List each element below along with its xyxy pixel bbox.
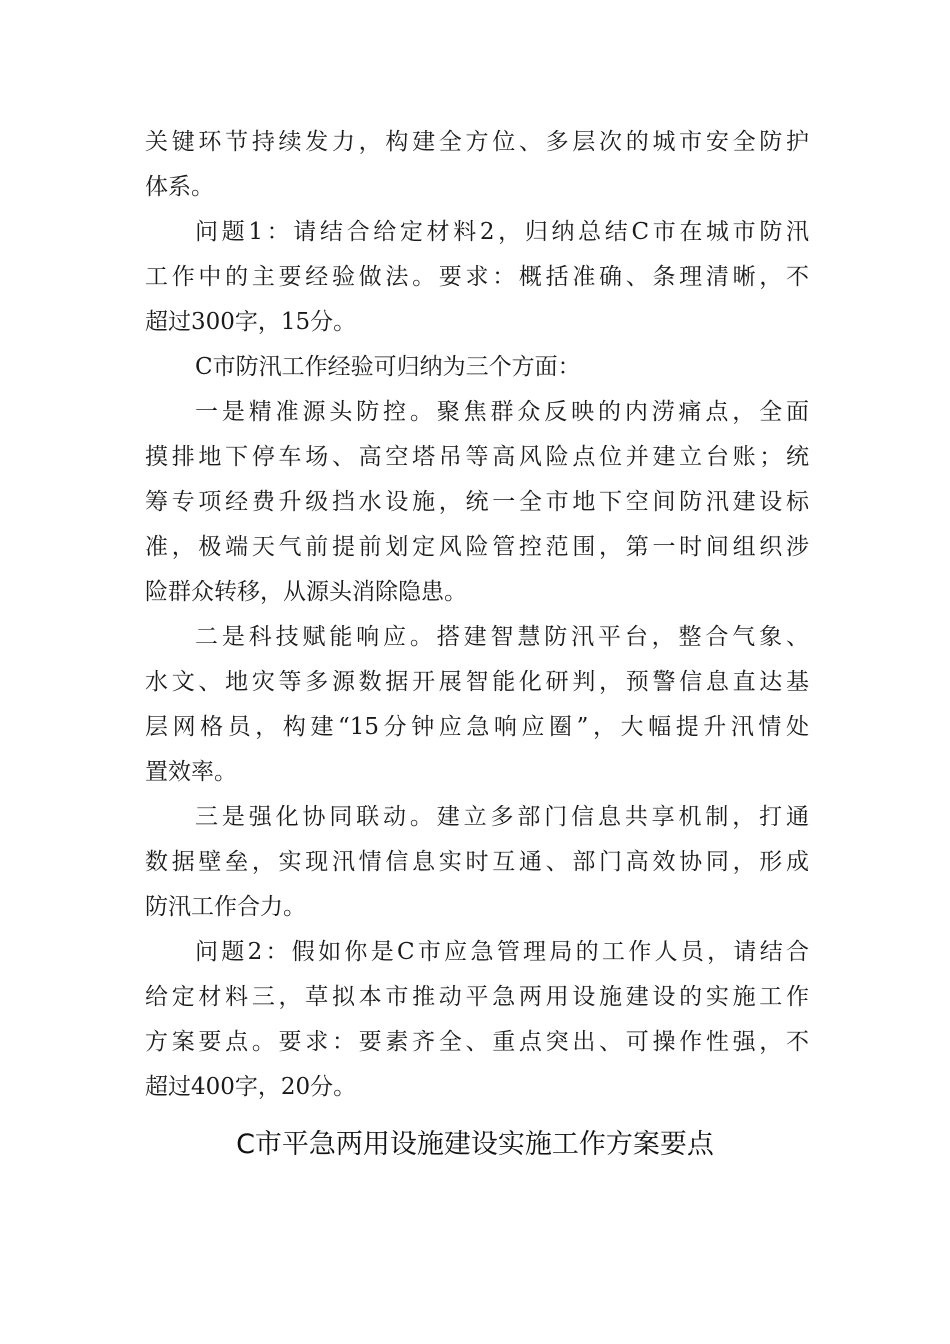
question-1-line: 问题1：请结合给定材料2，归纳总结C市在城市防汛: [195, 219, 809, 245]
answer-intro-line: C市防汛工作经验可归纳为三个方面：: [195, 354, 581, 380]
point-2-line: 层网格员，构建“15分钟应急响应圈”，大幅提升汛情处: [145, 714, 809, 740]
point-2-line: 二是科技赋能响应。搭建智慧防汛平台，整合气象、: [195, 624, 809, 650]
point-2-line: 水文、地灾等多源数据开展智能化研判，预警信息直达基: [145, 669, 809, 695]
point-3-line: 数据壁垒，实现汛情信息实时互通、部门高效协同，形成: [145, 849, 809, 875]
question-2-line: 问题2：假如你是C市应急管理局的工作人员，请结合: [195, 939, 809, 965]
point-3-line: 防汛工作合力。: [145, 894, 306, 920]
body-line: 体系。: [145, 174, 214, 200]
point-1-line: 准，极端天气前提前划定风险管控范围，第一时间组织涉: [145, 534, 809, 560]
point-1-line: 摸排地下停车场、高空塔吊等高风险点位并建立台账；统: [145, 444, 809, 470]
document-body: [145, 120, 809, 1110]
point-3-line: 三是强化协同联动。建立多部门信息共享机制，打通: [195, 804, 809, 830]
question-1-line: 工作中的主要经验做法。要求：概括准确、条理清晰，不: [145, 264, 809, 290]
question-2-line: 方案要点。要求：要素齐全、重点突出、可操作性强，不: [145, 1029, 809, 1055]
point-1-line: 险群众转移，从源头消除隐患。: [145, 579, 467, 605]
body-line: 关键环节持续发力，构建全方位、多层次的城市安全防护: [145, 129, 809, 155]
point-1-line: 一是精准源头防控。聚焦群众反映的内涝痛点，全面: [195, 399, 809, 425]
point-2-line: 置效率。: [145, 759, 237, 785]
point-1-line: 筹专项经费升级挡水设施，统一全市地下空间防汛建设标: [145, 489, 809, 515]
section-title: C市平急两用设施建设实施工作方案要点: [236, 1129, 714, 1160]
question-1-line: 超过300字，15分。: [145, 309, 357, 335]
question-2-line: 超过400字，20分。: [145, 1074, 357, 1100]
question-2-line: 给定材料三，草拟本市推动平急两用设施建设的实施工作: [145, 984, 809, 1010]
